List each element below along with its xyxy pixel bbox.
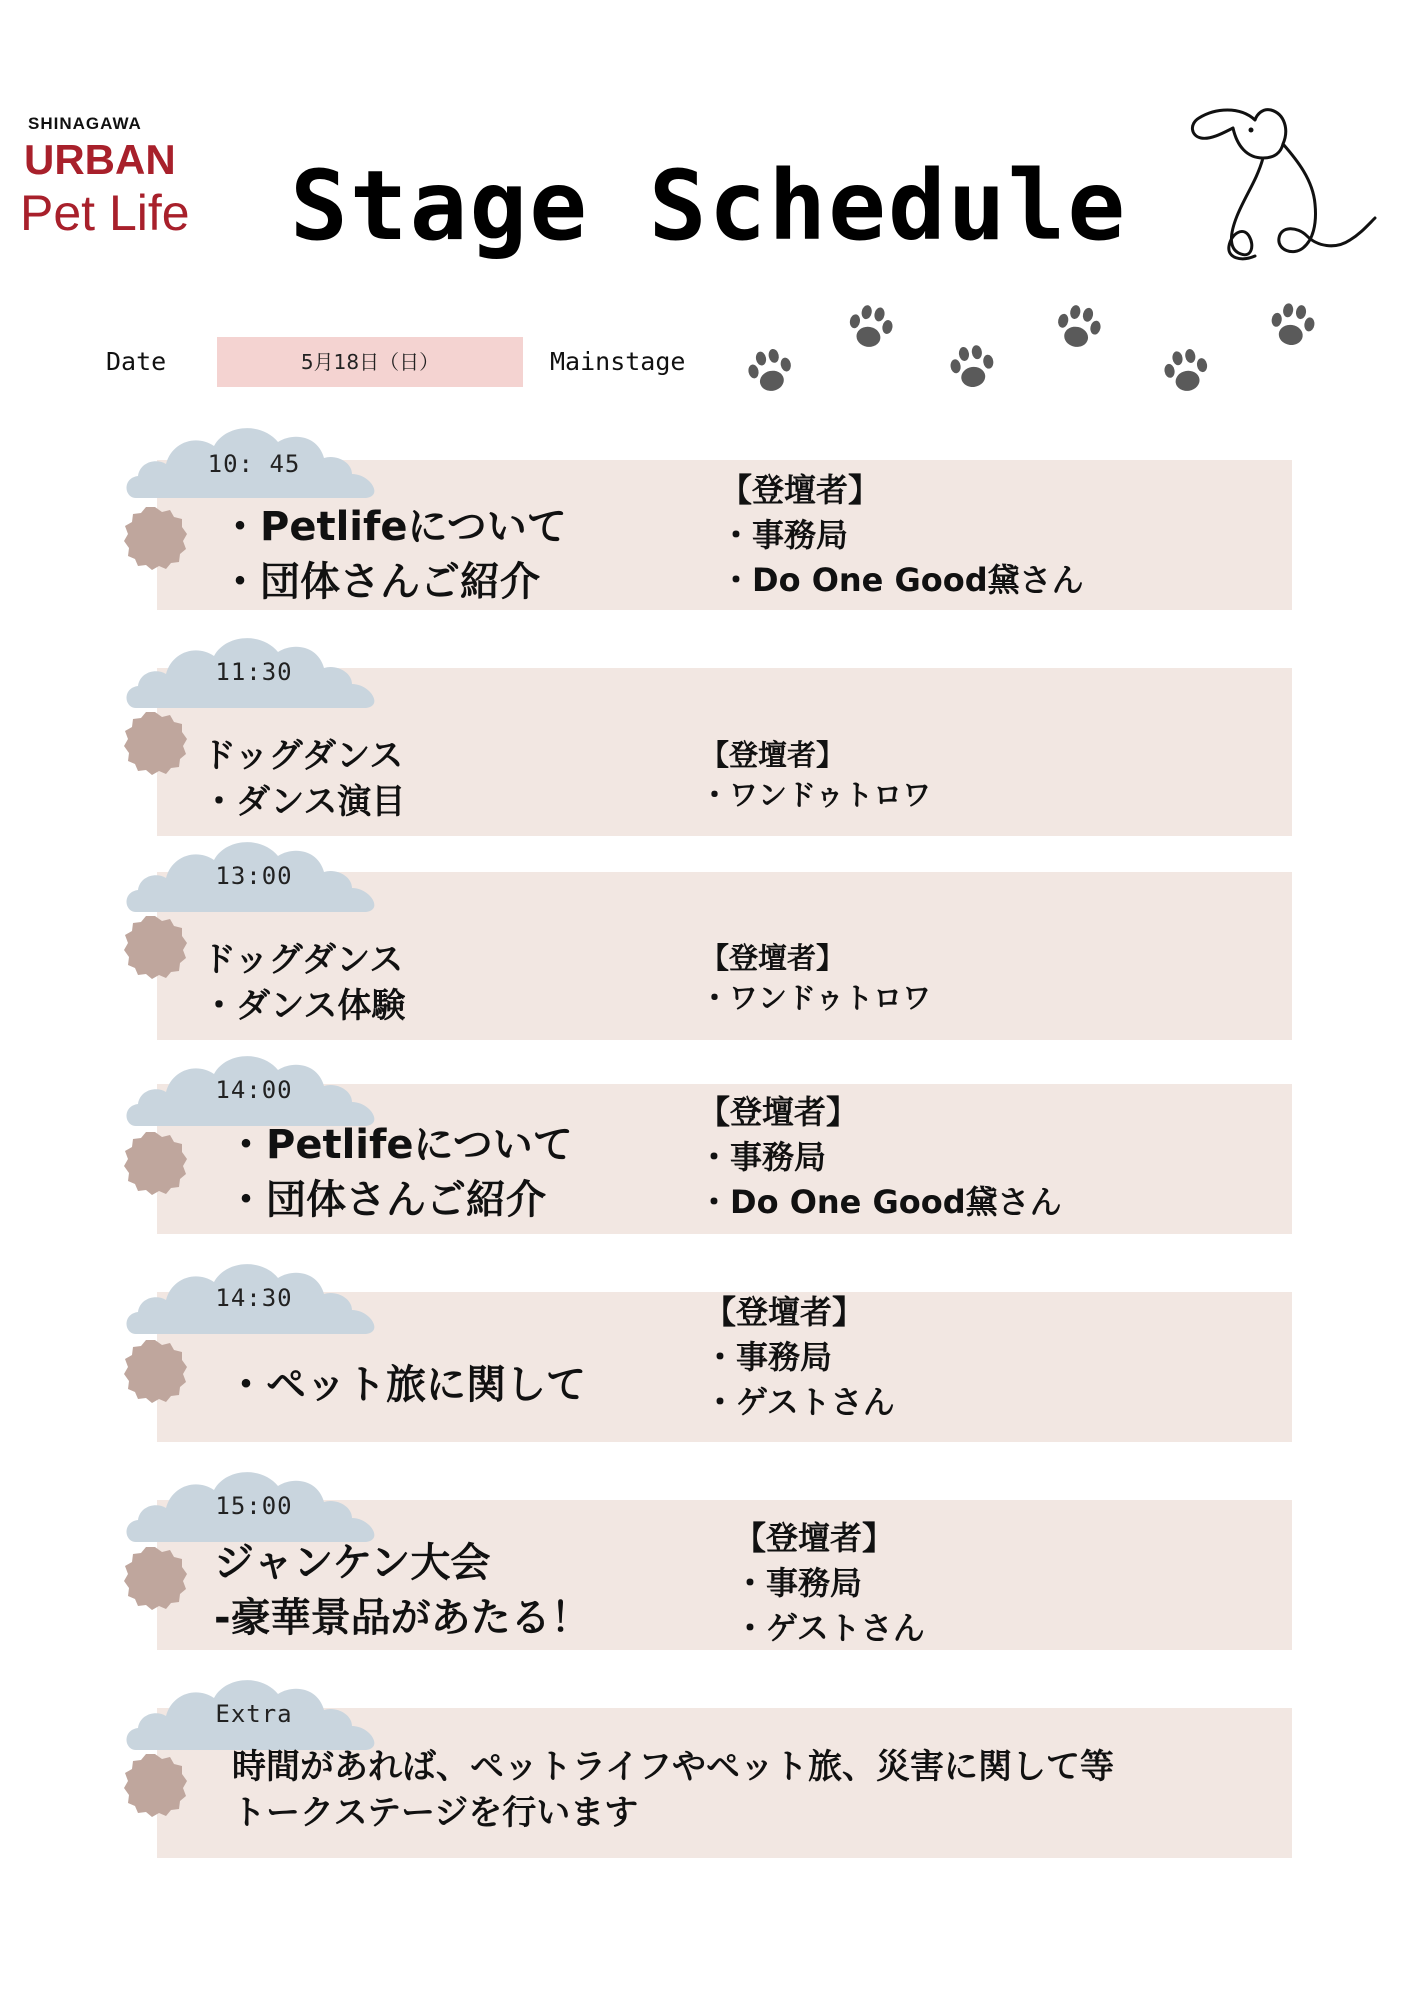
schedule-time: 14:00 [215, 1076, 293, 1104]
program-line: ジャンケン大会 [214, 1540, 491, 1586]
schedule-time: 13:00 [215, 862, 293, 890]
schedule-time: 10: 45 [207, 450, 301, 478]
program-line: ドッグダンス [202, 736, 404, 776]
schedule-speakers [700, 735, 931, 815]
schedule-time: Extra [215, 1700, 293, 1728]
schedule-program [232, 1744, 1114, 1836]
paw-print-icon [944, 340, 1000, 396]
stage-label: Mainstage [550, 347, 686, 376]
speaker-line: ・事務局 [720, 516, 849, 554]
schedule-speakers [720, 468, 1084, 603]
program-line: ・Petlifeについて [226, 1122, 573, 1168]
paw-print-icon [1158, 344, 1214, 400]
logo-brand: URBAN [24, 136, 176, 183]
paw-print-icon [842, 300, 898, 356]
speaker-line: ・ワンドゥトロワ [700, 981, 932, 1015]
bullet-badge-icon [122, 1130, 188, 1196]
date-value-text: 5月18日（日） [300, 350, 440, 374]
page-title: Stage Schedule [290, 150, 1128, 262]
schedule-program [226, 1118, 573, 1228]
bullet-badge-icon [122, 914, 188, 980]
logo-subtitle: Pet Life [20, 185, 190, 241]
speaker-line: ・ワンドゥトロワ [700, 778, 932, 812]
speaker-line: ・Do One Good黛さん [720, 561, 1084, 599]
schedule-program [214, 1536, 591, 1646]
program-line: トークステージを行います [232, 1793, 639, 1833]
speaker-line: ・Do One Good黛さん [698, 1183, 1062, 1221]
paw-print-icon [1050, 300, 1106, 356]
schedule-time: 15:00 [215, 1492, 293, 1520]
program-line: 時間があれば、ペットライフやペット旅、災害に関して等 [232, 1747, 1114, 1787]
speaker-line: ・ゲストさん [734, 1609, 925, 1647]
dog-illustration-icon [1185, 100, 1380, 270]
schedule-time: 14:30 [215, 1284, 293, 1312]
program-line: ・団体さんご紹介 [226, 1177, 546, 1223]
schedule-program [202, 937, 405, 1029]
program-line: ・ペット旅に関して [226, 1362, 586, 1408]
program-line: -豪華景品があたる！ [214, 1595, 591, 1641]
speaker-line: 【登壇者】 [734, 1519, 895, 1557]
bullet-badge-icon [122, 505, 188, 571]
speaker-line: 【登壇者】 [698, 1093, 859, 1131]
bullet-badge-icon [122, 1545, 188, 1611]
program-line: ドッグダンス [202, 940, 404, 980]
speaker-line: 【登壇者】 [700, 738, 846, 772]
speaker-line: ・事務局 [704, 1338, 833, 1376]
schedule-program [220, 500, 567, 610]
schedule-speakers [700, 938, 931, 1018]
schedule-speakers [704, 1290, 895, 1425]
speaker-line: 【登壇者】 [720, 471, 881, 509]
speaker-line: ・事務局 [698, 1138, 827, 1176]
date-label: Date [106, 347, 167, 376]
schedule-speakers [734, 1516, 925, 1651]
speaker-line: 【登壇者】 [704, 1293, 865, 1331]
program-line: ・団体さんご紹介 [220, 559, 540, 605]
schedule-program [202, 733, 405, 825]
paw-print-icon [1264, 298, 1320, 354]
program-line: ・ダンス演目 [202, 782, 406, 822]
program-line: ・ダンス体験 [202, 986, 406, 1026]
schedule-time: 11:30 [215, 658, 293, 686]
date-value [217, 337, 523, 387]
speaker-line: ・ゲストさん [704, 1383, 895, 1421]
paw-print-icon [742, 344, 798, 400]
logo-city: SHINAGAWA [28, 114, 142, 133]
schedule-program [226, 1358, 586, 1413]
bullet-badge-icon [122, 1752, 188, 1818]
speaker-line: ・事務局 [734, 1564, 863, 1602]
bullet-badge-icon [122, 1338, 188, 1404]
schedule-speakers [698, 1090, 1062, 1225]
speaker-line: 【登壇者】 [700, 941, 846, 975]
bullet-badge-icon [122, 710, 188, 776]
program-line: ・Petlifeについて [220, 504, 567, 550]
